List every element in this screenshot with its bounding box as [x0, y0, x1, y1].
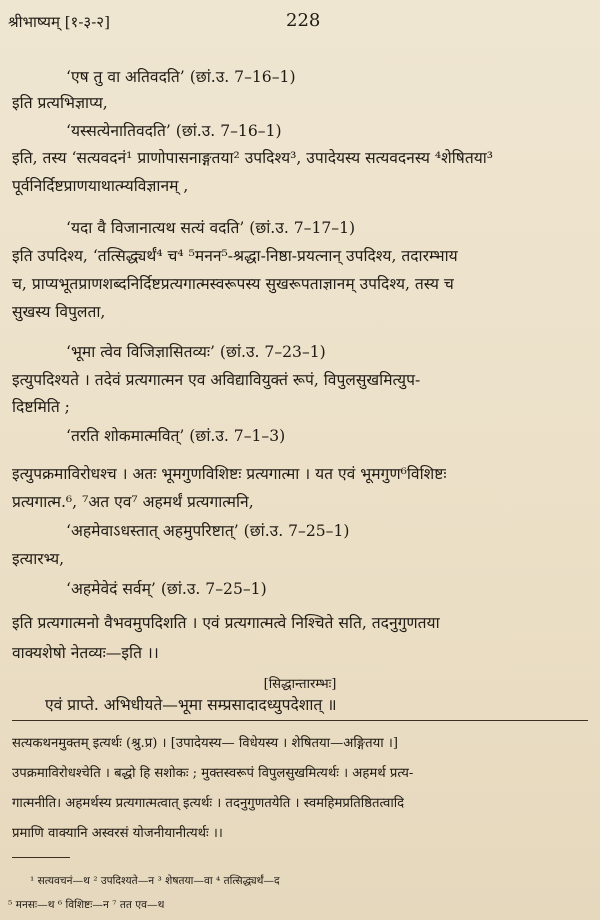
commentary-line: प्रमाणि वाक्यानि अस्वरसं योजनीयानीत्यर्थः ।।: [12, 826, 223, 841]
quote-line: ‘अहमेवाऽधस्तात् अहमुपरिष्टात्’ (छां.उ. 7–25–1): [66, 522, 350, 540]
running-title: श्रीभाष्यम् [१-३-२]: [8, 13, 110, 31]
text-line: इति, तस्य ‘सत्यवदनं¹ प्राणोपासनाङ्गतया² उपदिश्य³, उपादेयस्य सत्यवदनस्य ⁴शेषितया³: [12, 149, 494, 167]
quote-line: ‘एष तु वा अतिवदति’ (छां.उ. 7–16–1): [66, 68, 296, 86]
text-line: पूर्वनिर्दिष्टप्राणयाथात्म्यविज्ञानम् ,: [12, 177, 189, 195]
text-line: दिष्टमिति ;: [12, 398, 70, 416]
footnote-rule: [12, 857, 70, 858]
footnote-line: ¹ सत्यवचनं—थ ² उपदिश्यते—न ³ शेषतया—वा ⁴ तत्सिद्ध्यर्थं—द: [30, 875, 280, 887]
section-divider: [12, 720, 588, 721]
text-line: प्रत्यगात्म.⁶, ⁷अत एव⁷ अहमर्थं प्रत्यगात्मनि,: [12, 493, 254, 511]
quote-line: ‘अहमेवेदं सर्वम्’ (छां.उ. 7–25–1): [66, 580, 267, 598]
text-line: वाक्यशेषो नेतव्यः—इति ।।: [12, 644, 159, 662]
footnote-line: ⁵ मनसः—थ ⁶ विशिष्टः—न ⁷ तत एव—थ: [8, 899, 165, 911]
quote-line: ‘भूमा त्वेव विजिज्ञासितव्यः’ (छां.उ. 7–23–1): [66, 343, 326, 361]
quote-line: ‘यदा वै विजानात्यथ सत्यं वदति’ (छां.उ. 7–17–1): [66, 219, 356, 237]
page-number: 228: [286, 10, 321, 31]
text-line: सुखस्य विपुलता,: [12, 303, 106, 321]
quote-line: ‘यस्सत्येनातिवदति’ (छां.उ. 7–16–1): [66, 122, 282, 140]
text-line: इत्युपक्रमाविरोधश्च । अतः भूमगुणविशिष्टः प्रत्यगात्मा । यत एवं भूमगुण⁶विशिष्टः: [12, 465, 447, 483]
commentary-line: सत्यकथनमुक्तम् इत्यर्थः (श्रु.प्र) । [उपादेयस्य— विधेयस्य । शेषितया—अङ्गितया ।]: [12, 736, 399, 751]
text-line: इति प्रत्यगात्मनो वैभवमुपदिशति । एवं प्रत्यगात्मत्वे निश्चिते सति, तदनुगुणतया: [12, 614, 440, 632]
text-line: इति प्रत्यभिज्ञाप्य,: [12, 94, 108, 112]
commentary-line: गात्मनीति। अहमर्थस्य प्रत्यगात्मत्वात् इत्यर्थः । तदनुगुणतयेति । स्वमहिमप्रतिष्ठितत्वादि: [12, 796, 405, 811]
text-line: इत्युपदिश्यते । तदेवं प्रत्यगात्मन एव अविद्यावियुक्तं रूपं, विपुलसुखमित्युप-: [12, 371, 421, 389]
sutra-line: एवं प्राप्ते. अभिधीयते—भूमा सम्प्रसादादध्युपदेशात् ॥: [45, 696, 337, 714]
text-line: इति उपदिश्य, ‘तत्सिद्ध्यर्थं⁴ च⁴ ⁵मनन⁵-श्रद्धा-निष्ठा-प्रयत्नान् उपदिश्य, तदारम्भाय: [12, 247, 458, 265]
text-line: इत्यारभ्य,: [12, 550, 65, 568]
commentary-line: उपक्रमाविरोधश्चेति । बद्धो हि सशोकः ; मुक्तस्वरूपं विपुलसुखमित्यर्थः । अहमर्थ प्रत्य-: [12, 766, 414, 781]
section-heading: [सिद्धान्तारम्भः]: [263, 677, 337, 692]
quote-line: ‘तरति शोकमात्मवित्’ (छां.उ. 7–1–3): [66, 427, 286, 445]
text-line: च, प्राप्यभूतप्राणशब्दनिर्दिष्टप्रत्यगात्मस्वरूपस्य सुखरूपताज्ञानम् उपदिश्य, तस्य च: [12, 275, 454, 293]
